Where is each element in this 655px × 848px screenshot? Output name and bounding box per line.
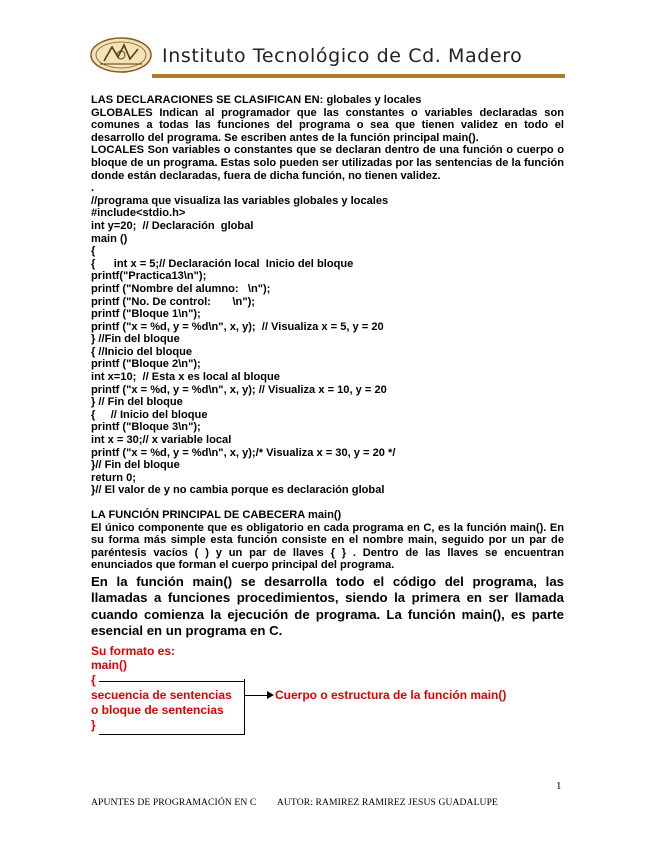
locales-paragraph: LOCALES Son variables o constantes que se declaran dentro de una función o cuerpo o bloque de un programa. Estas solo pueden ser utilizadas por las sentencias de la función donde están declaradas, fuera de dicha función, no tienen validez. [91, 144, 564, 182]
code-listing [91, 195, 564, 497]
format-diagram [91, 645, 564, 735]
section-heading: LAS DECLARACIONES SE CLASIFICAN EN: globales y locales [91, 94, 422, 106]
code-line: printf ("x = %d, y = %d\n", x, y);/* Visualiza x = 30, y = 20 */ [91, 446, 396, 459]
arrow-head-icon [267, 691, 274, 699]
page-footer [91, 797, 498, 808]
bracket-top-line [99, 681, 244, 682]
code-line: printf ("Bloque 2\n"); [91, 358, 201, 371]
code-line: int x=10; // Esta x es local al bloque [91, 371, 280, 384]
header-rule [152, 74, 565, 78]
footer-course: APUNTES DE PROGRAMACIÓN EN C [91, 797, 257, 808]
format-open-brace: { [91, 672, 96, 687]
main-function-summary: En la función main() se desarrolla todo el código del programa, las llamadas a funciones procedimientos, siendo la primera en ser llamada cuando comienza la ejecución de programa. La función main(), es parte esencial en un programa en C. [91, 573, 564, 639]
page-header [90, 35, 565, 79]
code-line: return 0; [91, 471, 136, 484]
bracket-bottom-line [99, 734, 244, 735]
code-line: }// Fin del bloque [91, 459, 180, 472]
bracket-vertical-line [244, 679, 245, 735]
footer-author: AUTOR: RAMIREZ RAMIREZ JESUS GUADALUPE [276, 797, 498, 808]
format-body-label: Cuerpo o estructura de la función main() [275, 687, 507, 702]
code-line: printf ("Bloque 1\n"); [91, 308, 201, 321]
code-line: printf ("Bloque 3\n"); [91, 421, 201, 434]
code-line: { int x = 5;// Declaración local Inicio del bloque [91, 257, 354, 270]
format-sequence-line-1: secuencia de sentencias [91, 687, 232, 702]
code-line: printf ("x = %d, y = %d\n", x, y); // Visualiza x = 10, y = 20 [91, 383, 387, 396]
main-function-paragraph: El único componente que es obligatorio en cada programa en C, es la función main(). En su forma más simple esta función consiste en el nombre main, seguido por un par de paréntesis vacíos ( ) y un par de llaves { } . Dentro de las llaves se encuentran enunciados que forman el cuerpo principal del programa. [91, 521, 564, 572]
institute-title: Instituto Tecnológico de Cd. Madero [162, 45, 523, 67]
code-line: { [91, 245, 96, 258]
code-line: //programa que visualiza las variables globales y locales [91, 194, 389, 207]
code-line: { //Inicio del bloque [91, 345, 193, 358]
code-line: printf("Practica13\n"); [91, 270, 207, 283]
code-line: }// El valor de y no cambia porque es declaración global [91, 484, 385, 497]
format-sequence-line-2: o bloque de sentencias [91, 702, 224, 717]
code-line: printf ("Nombre del alumno: \n"); [91, 282, 271, 295]
code-line: printf ("No. De control: \n"); [91, 295, 255, 308]
dot-line: . [91, 182, 95, 195]
document-body [91, 94, 564, 735]
main-function-heading: LA FUNCIÓN PRINCIPAL DE CABECERA main() [91, 509, 342, 521]
spacer [91, 497, 564, 509]
format-main: main() [91, 657, 127, 672]
institute-logo-icon [90, 37, 152, 73]
code-line: main () [91, 232, 128, 245]
code-line: printf ("x = %d, y = %d\n", x, y); // Visualiza x = 5, y = 20 [91, 320, 384, 333]
code-line: } //Fin del bloque [91, 333, 180, 346]
code-line: int x = 30;// x variable local [91, 434, 232, 447]
globales-paragraph: GLOBALES Indican al programador que las constantes o variables declaradas son comunes a todas las funciones del programa o sea que tienen validez en todo el desarrollo del programa. Se escriben antes de la función principal main(). [91, 106, 564, 144]
code-line: #include<stdio.h> [91, 207, 186, 220]
code-line: int y=20; // Declaración global [91, 219, 254, 232]
format-title: Su formato es: [91, 643, 176, 658]
arrow-shaft [244, 695, 268, 696]
code-line: { // Inicio del bloque [91, 408, 208, 421]
page-number: 1 [556, 780, 562, 792]
code-line: } // Fin del bloque [91, 396, 183, 409]
format-close-brace: } [91, 717, 96, 732]
